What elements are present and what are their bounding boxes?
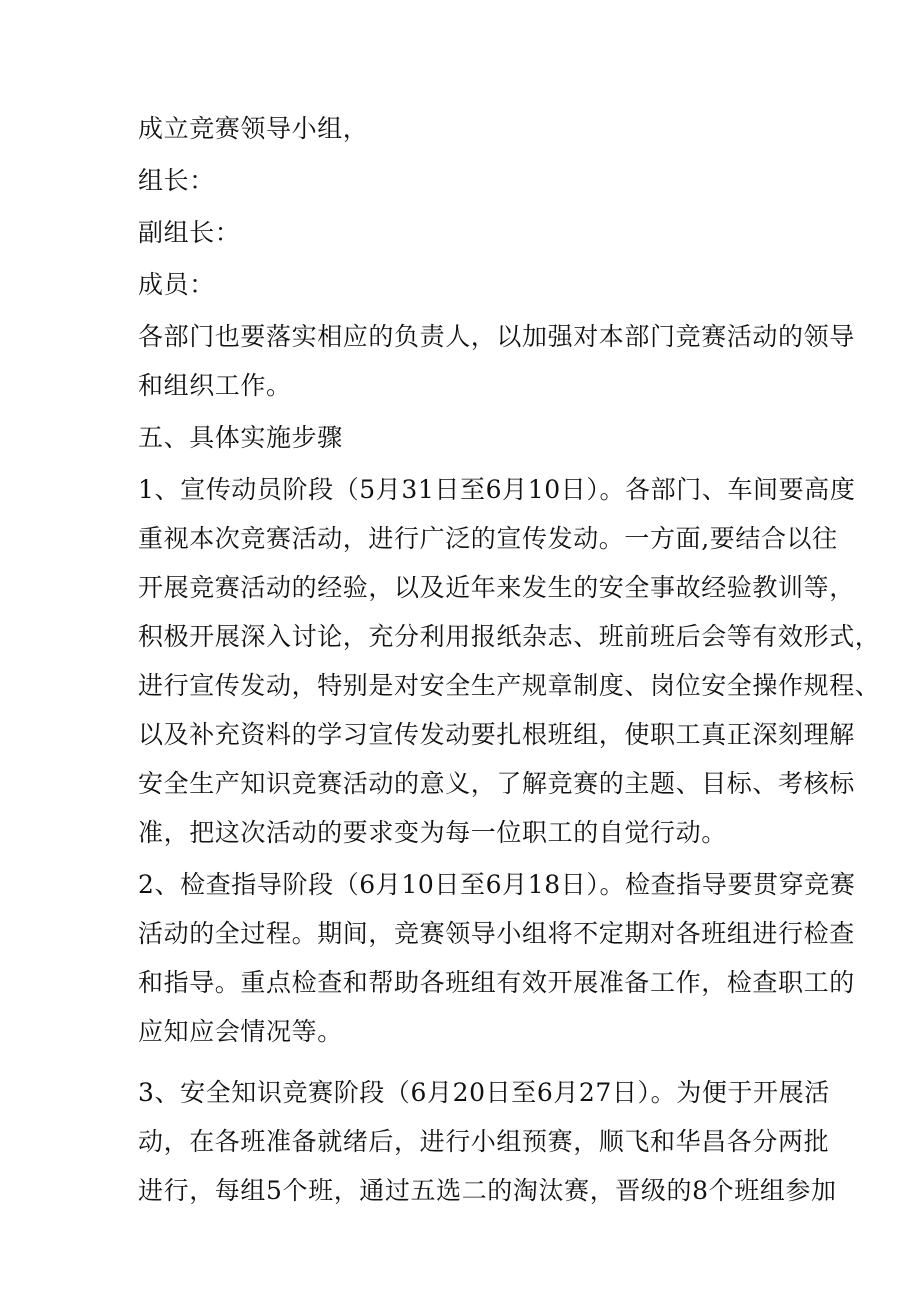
text-line: 应知应会情况等。	[138, 1017, 343, 1046]
text-line: 活动的全过程。期间，竞赛领导小组将不定期对各班组进行检查	[138, 919, 855, 948]
text-line: 3、安全知识竞赛阶段（6月20日至6月27日）。为便于开展活	[138, 1078, 830, 1107]
text-line: 和组织工作。	[138, 371, 292, 400]
text-line: 成员：	[138, 270, 215, 299]
text-line: 重视本次竞赛活动，进行广泛的宣传发动。一方面,要结合以往	[138, 524, 838, 553]
text-line: 各部门也要落实相应的负责人，以加强对本部门竞赛活动的领导	[138, 322, 855, 351]
text-line: 动，在各班准备就绪后，进行小组预赛，顺飞和华昌各分两批	[138, 1127, 830, 1156]
text-line: 安全生产知识竞赛活动的意义，了解竞赛的主题、目标、考核标	[138, 769, 855, 798]
document-body	[138, 104, 881, 1215]
text-line: 2、检查指导阶段（6月10日至6月18日）。检查指导要贯穿竞赛	[138, 870, 856, 899]
text-line: 准，把这次活动的要求变为每一位职工的自觉行动。	[138, 818, 727, 847]
text-line: 进行宣传发动，特别是对安全生产规章制度、岗位安全操作规程、	[138, 671, 881, 700]
text-line: 1、宣传动员阶段（5月31日至6月10日）。各部门、车间要高度	[138, 475, 856, 504]
text-line: 成立竞赛领导小组，	[138, 114, 369, 143]
text-line: 开展竞赛活动的经验，以及近年来发生的安全事故经验教训等，	[138, 573, 855, 602]
text-line: 和指导。重点检查和帮助各班组有效开展准备工作，检查职工的	[138, 968, 855, 997]
text-line: 组长：	[138, 166, 215, 195]
section-heading: 五、具体实施步骤	[138, 423, 343, 452]
text-line: 以及补充资料的学习宣传发动要扎根班组，使职工真正深刻理解	[138, 720, 855, 749]
text-line: 副组长：	[138, 218, 241, 247]
text-line: 进行，每组5个班，通过五选二的淘汰赛，晋级的8个班组参加	[138, 1176, 837, 1205]
text-line: 积极开展深入讨论，充分利用报纸杂志、班前班后会等有效形式，	[138, 622, 881, 651]
